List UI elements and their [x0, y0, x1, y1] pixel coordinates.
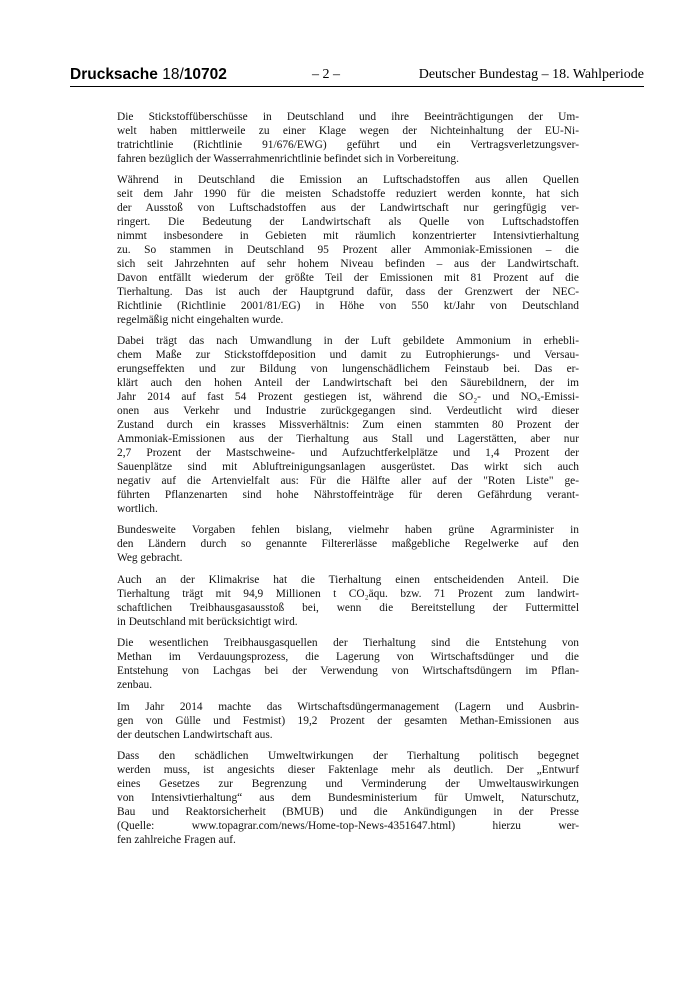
text-line: eines Gesetzes zur Begrenzung und Verminderung der Umweltauswirkungen — [117, 778, 579, 791]
page-number: – 2 – — [312, 67, 340, 82]
institution-label: Deutscher Bundestag – 18. Wahlperiode — [418, 67, 644, 82]
text-line: Ammoniak-Emissionen aus der Tierhaltung aus Stall und Lagerstätten, aber nur — [117, 433, 579, 446]
paragraph — [117, 111, 579, 167]
text-line: Die Stickstoffüberschüsse in Deutschland und ihre Beeinträchtigungen der Um- — [117, 111, 579, 123]
text-line: fen zahlreiche Fragen auf. — [117, 833, 236, 846]
text-line: Die wesentlichen Treibhausgasquellen der Tierhaltung sind die Entstehung von — [117, 637, 579, 650]
text-line: gen von Gülle und Festmist) 19,2 Prozent der gesamten Methan-Emissionen aus — [117, 714, 579, 727]
text-line: Zustand durch ein krasses Missverhältnis: Zum einen stammten 80 Prozent der — [117, 419, 579, 432]
text-line: Davon entfällt wiederum der größte Teil der Emissionen mit 81 Prozent auf die — [117, 272, 579, 285]
text-line: Dabei trägt das nach Umwandlung in der Luft gebildete Ammonium in erhebli- — [117, 335, 579, 348]
text-line: den Ländern durch so genannte Filtererlässe maßgebliche Regelwerke auf den — [117, 538, 579, 551]
text-line: seit dem Jahr 1990 für die meisten Schadstoffe reduziert werden konnte, hat sich — [117, 188, 579, 201]
text-line: Dass den schädlichen Umweltwirkungen der Tierhaltung politisch begegnet — [117, 750, 579, 763]
paragraph — [117, 174, 579, 327]
text-line: Auch an der Klimakrise hat die Tierhaltung einen entscheidenden Anteil. Die — [117, 573, 579, 586]
text-line: (Quelle: www.topagrar.com/news/Home-top-News-4351647.html) hierzu wer- — [117, 819, 579, 832]
doc-type-label: Drucksache — [70, 66, 158, 83]
text-line: sich seit Jahrzehnten auf sehr hohem Niveau befinden – aus der Landwirtschaft. — [117, 258, 579, 271]
text-line: klärt auch den hohen Anteil der Landwirtschaft bei den Säurebildnern, der im — [117, 377, 579, 390]
text-line: zenbau. — [117, 679, 153, 692]
text-line: onen aus Verkehr und Industrie zurückgegangen sind. Verdeutlicht wird dieser — [117, 405, 579, 418]
paragraph — [117, 574, 579, 630]
text-line: nimmt insbesondere in Gebieten mit räumlich konzentrierter Intensivtierhaltung — [117, 230, 579, 243]
text-line: regelmäßig nicht eingehalten wurde. — [117, 313, 284, 326]
document-body — [117, 111, 579, 855]
text-line: Tierhaltung. Das ist auch der Hauptgrund dafür, dass der Grenzwert der NEC- — [117, 286, 579, 299]
text-line: Entstehung von Lachgas bei der Verwendung von Wirtschaftsdüngern im Pflan- — [117, 665, 579, 678]
text-line: tratrichtlinie (Richtlinie 91/676/EWG) geführt und ein Vertragsverletzungsver- — [117, 138, 579, 151]
text-line: Weg gebracht. — [117, 552, 183, 565]
text-line: negativ auf die Artenvielfalt aus: Für die Hälfte aller auf der "Roten Liste" ge- — [117, 475, 579, 488]
paragraph — [117, 335, 579, 516]
text-line: Tierhaltung trägt mit 94,9 Millionen t CO₂äqu. bzw. 71 Prozent zum landwirt- — [117, 587, 579, 600]
text-line: werden muss, ist angesichts dieser Faktenlage mehr als deutlich. Der „Entwurf — [117, 764, 579, 777]
text-line: fahren bezüglich der Wasserrahmenrichtlinie befindet sich in Vorbereitung. — [117, 152, 459, 165]
text-line: Jahr 2014 auf fast 54 Prozent gestiegen ist, während die SO₂- und NOₓ-Emissi- — [117, 391, 579, 404]
text-line: welt haben mittlerweile zu einer Klage wegen der Nichteinhaltung der EU-Ni- — [117, 124, 579, 137]
text-line: schaftlichen Treibhausgasausstoß bei, wenn die Bereitstellung der Futtermittel — [117, 601, 579, 614]
text-line: Richtlinie (Richtlinie 2001/81/EG) in Höhe von 550 kt/Jahr von Deutschland — [117, 299, 579, 312]
text-line: Methan im Verdauungsprozess, die Lagerung von Wirtschaftsdünger und die — [117, 651, 579, 664]
text-line: chem Maße zur Stickstoffdeposition und damit zu Eutrophierungs- und Versau- — [117, 349, 579, 362]
text-line: Während in Deutschland die Emission an Luftschadstoffen aus allen Quellen — [117, 174, 579, 187]
text-line: in Deutschland mit berücksichtigt wird. — [117, 615, 298, 628]
text-line: zu. So stammen in Deutschland 95 Prozent aller Ammoniak-Emissionen – die — [117, 244, 579, 257]
paragraph — [117, 637, 579, 693]
text-line: ringert. Die Bedeutung der Landwirtschaft als Quelle von Luftschadstoffen — [117, 216, 579, 229]
document-number — [70, 66, 227, 84]
text-line: erungseffekten und zur Bildung von lungenschädlichem Feinstaub bei. Das er- — [117, 363, 579, 376]
paragraph — [117, 701, 579, 743]
doc-number-main: 10702 — [183, 66, 227, 83]
text-line: von Intensivtierhaltung“ aus dem Bundesministerium für Umwelt, Naturschutz, — [117, 792, 579, 805]
text-line: Bau und Reaktorsicherheit (BMUB) und die Ankündigungen in der Presse — [117, 806, 579, 818]
paragraph — [117, 750, 579, 848]
text-line: 2,7 Prozent der Mastschweine- und Aufzuchtferkelplätze und 1,4 Prozent der — [117, 447, 579, 460]
text-line: der deutschen Landwirtschaft aus. — [117, 728, 273, 741]
text-line: Bundesweite Vorgaben fehlen bislang, vielmehr haben grüne Agrarminister in — [117, 524, 579, 537]
page-header — [70, 66, 644, 87]
text-line: Sauenplätze sind mit Abluftreinigungsanlagen ausgerüstet. Das wirkt sich auch — [117, 461, 579, 474]
text-line: führten Pflanzenarten sind hohe Nährstoffeinträge für deren Gefährdung verant- — [117, 488, 579, 501]
doc-number-prefix: 18/ — [162, 66, 184, 83]
paragraph — [117, 524, 579, 566]
text-line: der Ausstoß von Luftschadstoffen aus der Landwirtschaft nur geringfügig ver- — [117, 202, 579, 215]
text-line: Im Jahr 2014 machte das Wirtschaftsdüngermanagement (Lagern und Ausbrin- — [117, 700, 579, 713]
text-line: wortlich. — [117, 502, 158, 515]
